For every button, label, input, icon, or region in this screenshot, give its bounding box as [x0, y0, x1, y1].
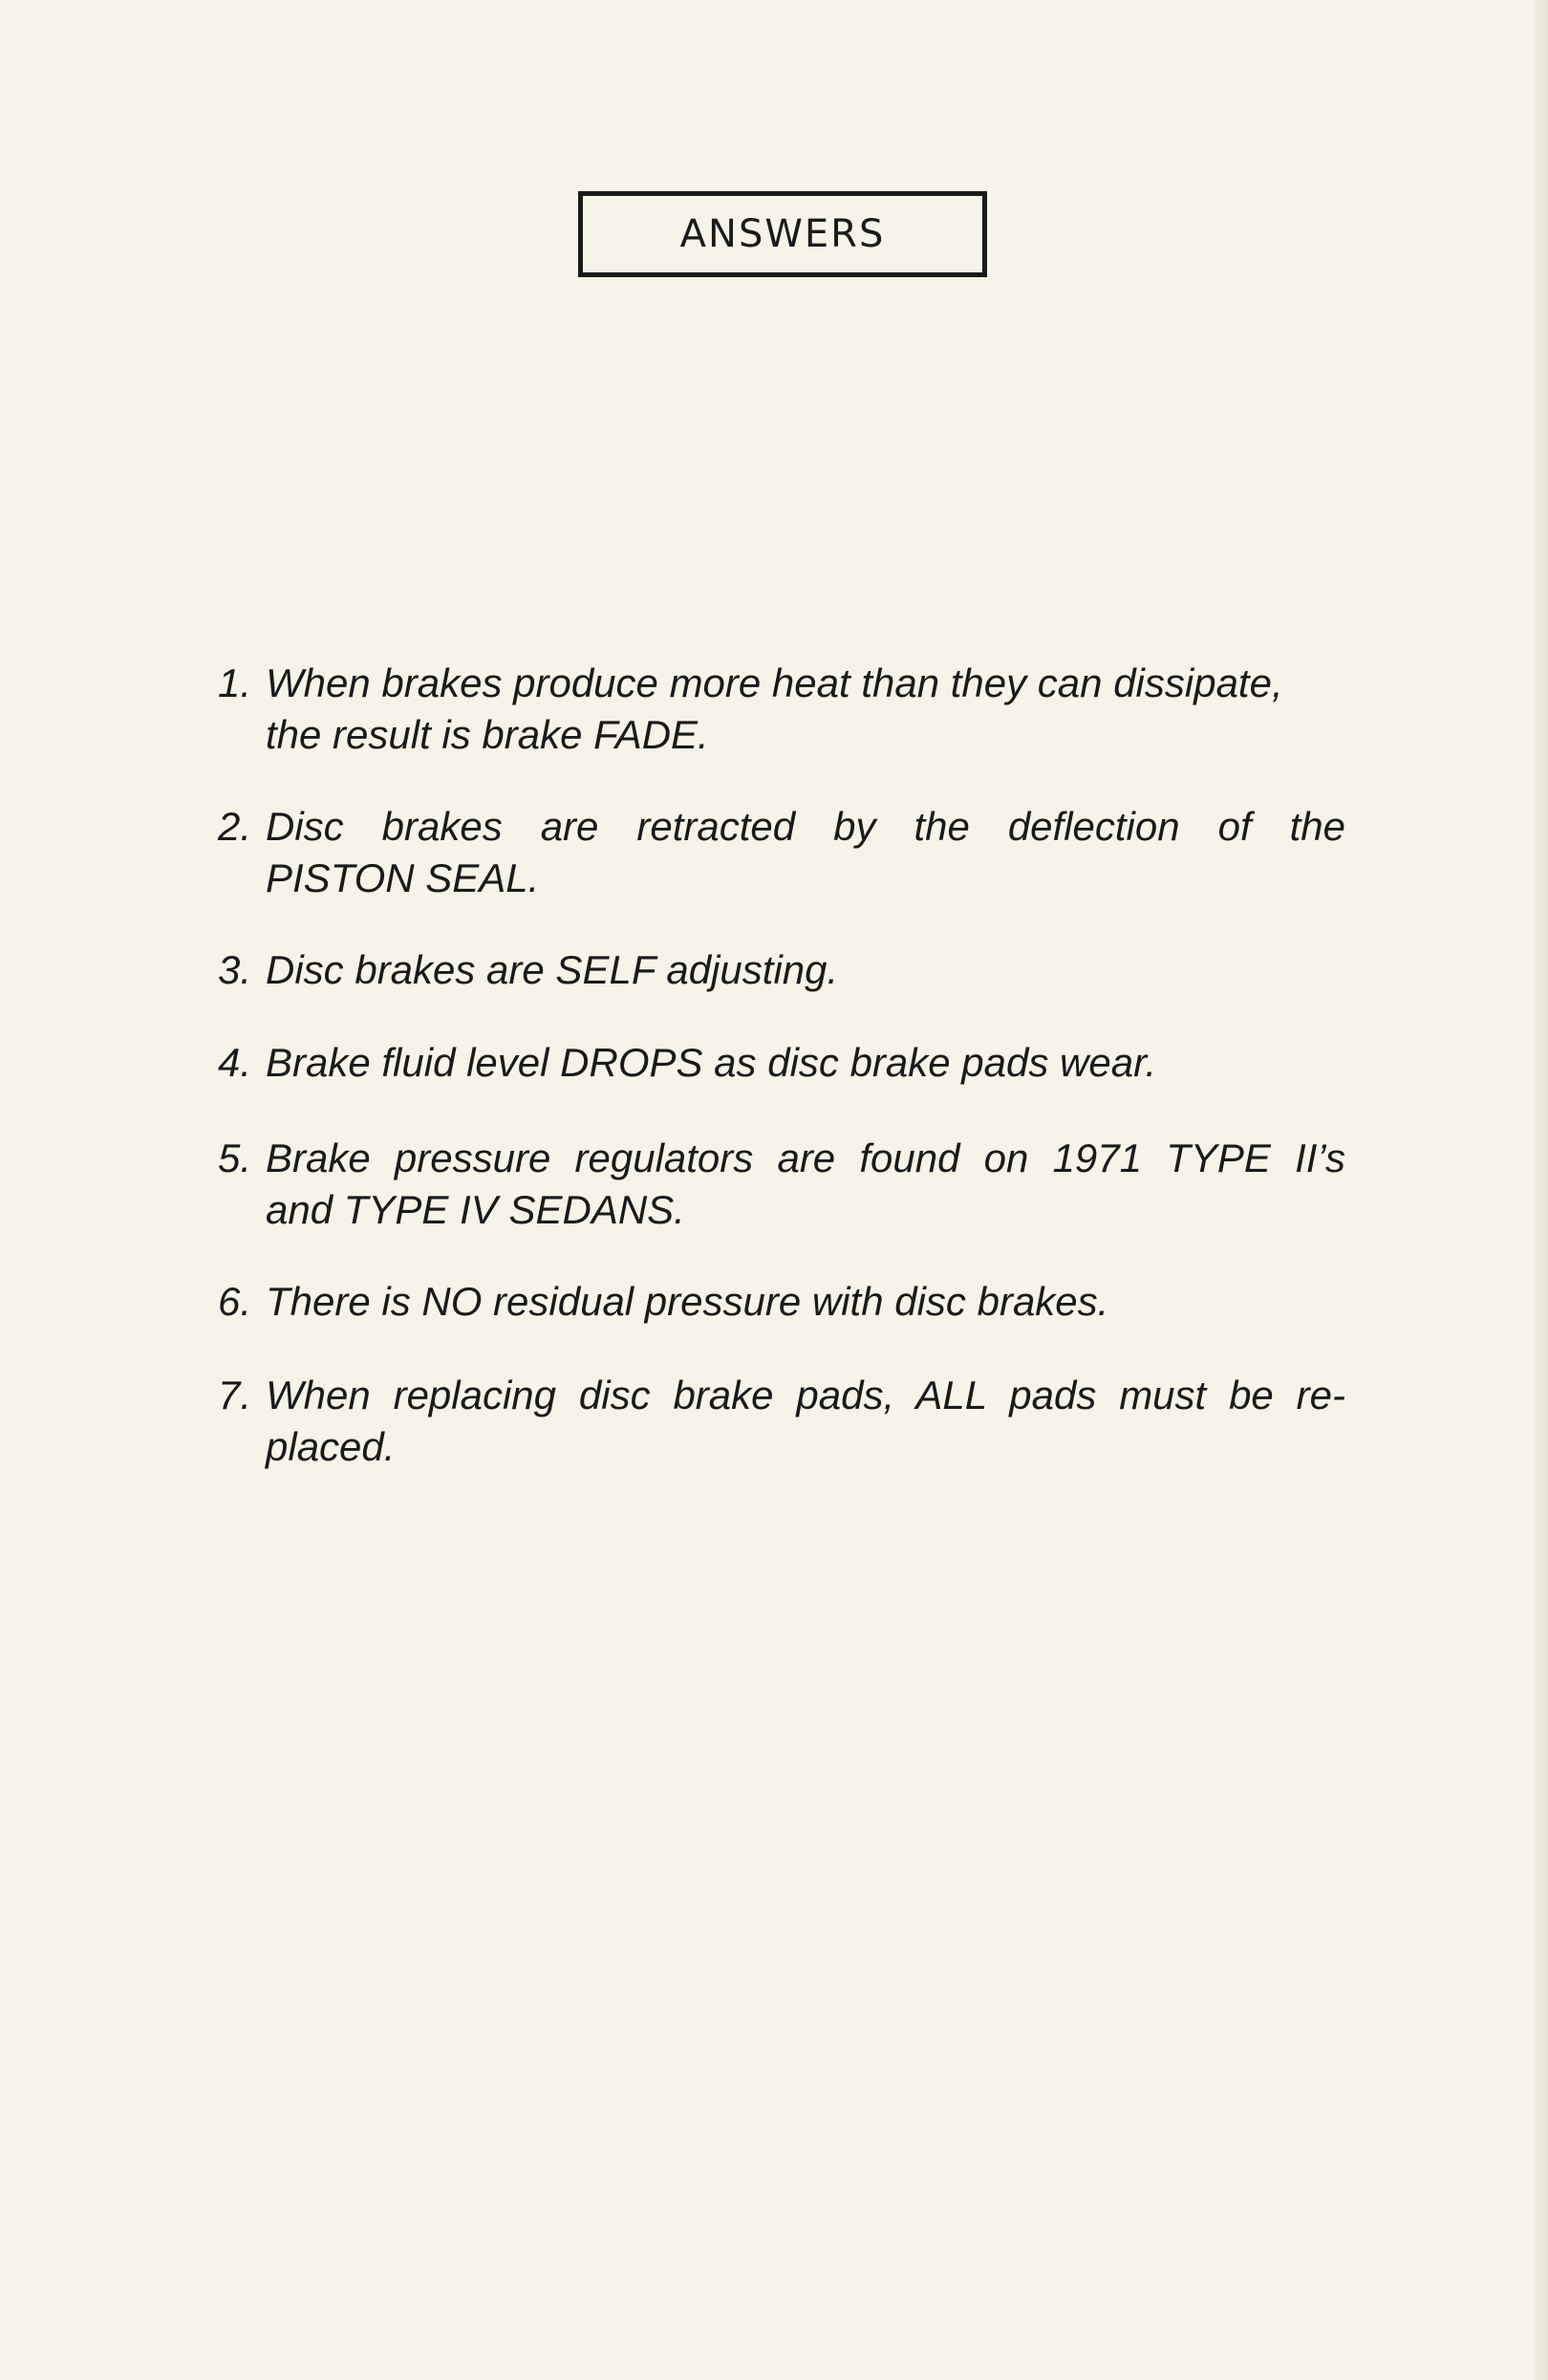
answer-item-5 [218, 1133, 1345, 1236]
answer-7-continuation: placed. [266, 1424, 396, 1469]
answer-7-number: 7. [218, 1373, 252, 1417]
answer-2-first-line [218, 801, 1345, 853]
answer-item-6 [218, 1276, 1345, 1328]
answer-6-first-line [218, 1276, 1345, 1328]
answers-title-box [578, 191, 987, 277]
answer-4-first-line [218, 1037, 1345, 1089]
page-title: ANSWERS [679, 212, 886, 256]
answer-3-number: 3. [218, 947, 252, 992]
answer-item-4 [218, 1037, 1345, 1089]
answer-1-text: When brakes produce more heat than they can dissipate, [266, 660, 1283, 705]
answer-4-number: 4. [218, 1040, 252, 1085]
answer-item-7 [218, 1370, 1345, 1473]
answer-item-3 [218, 944, 1345, 996]
answer-3-text: Disc brakes are SELF adjusting. [266, 947, 839, 992]
answer-7-first-line [218, 1370, 1345, 1421]
answer-5-continuation: and TYPE IV SEDANS. [266, 1187, 685, 1232]
answer-1-continuation: the result is brake FADE. [266, 712, 709, 757]
answer-2-text: Disc brakes are retracted by the deflection of the [266, 804, 1345, 849]
answer-item-1 [218, 658, 1345, 761]
answer-7-text: When replacing disc brake pads, ALL pads must be re- [266, 1373, 1345, 1417]
answer-2-continuation: PISTON SEAL. [266, 855, 540, 900]
answer-5-number: 5. [218, 1136, 252, 1180]
answer-5-first-line [218, 1133, 1345, 1184]
answer-5-text: Brake pressure regulators are found on 1971 TYPE II’s [266, 1136, 1345, 1180]
answer-6-number: 6. [218, 1279, 252, 1324]
answer-3-first-line [218, 944, 1345, 996]
answer-1-number: 1. [218, 660, 252, 705]
answer-2-number: 2. [218, 804, 252, 849]
answer-4-text: Brake fluid level DROPS as disc brake pads wear. [266, 1040, 1157, 1085]
answer-1-first-line [218, 658, 1345, 709]
page-edge [1535, 0, 1548, 2380]
answer-6-text: There is NO residual pressure with disc brakes. [266, 1279, 1109, 1324]
answer-item-2 [218, 801, 1345, 904]
